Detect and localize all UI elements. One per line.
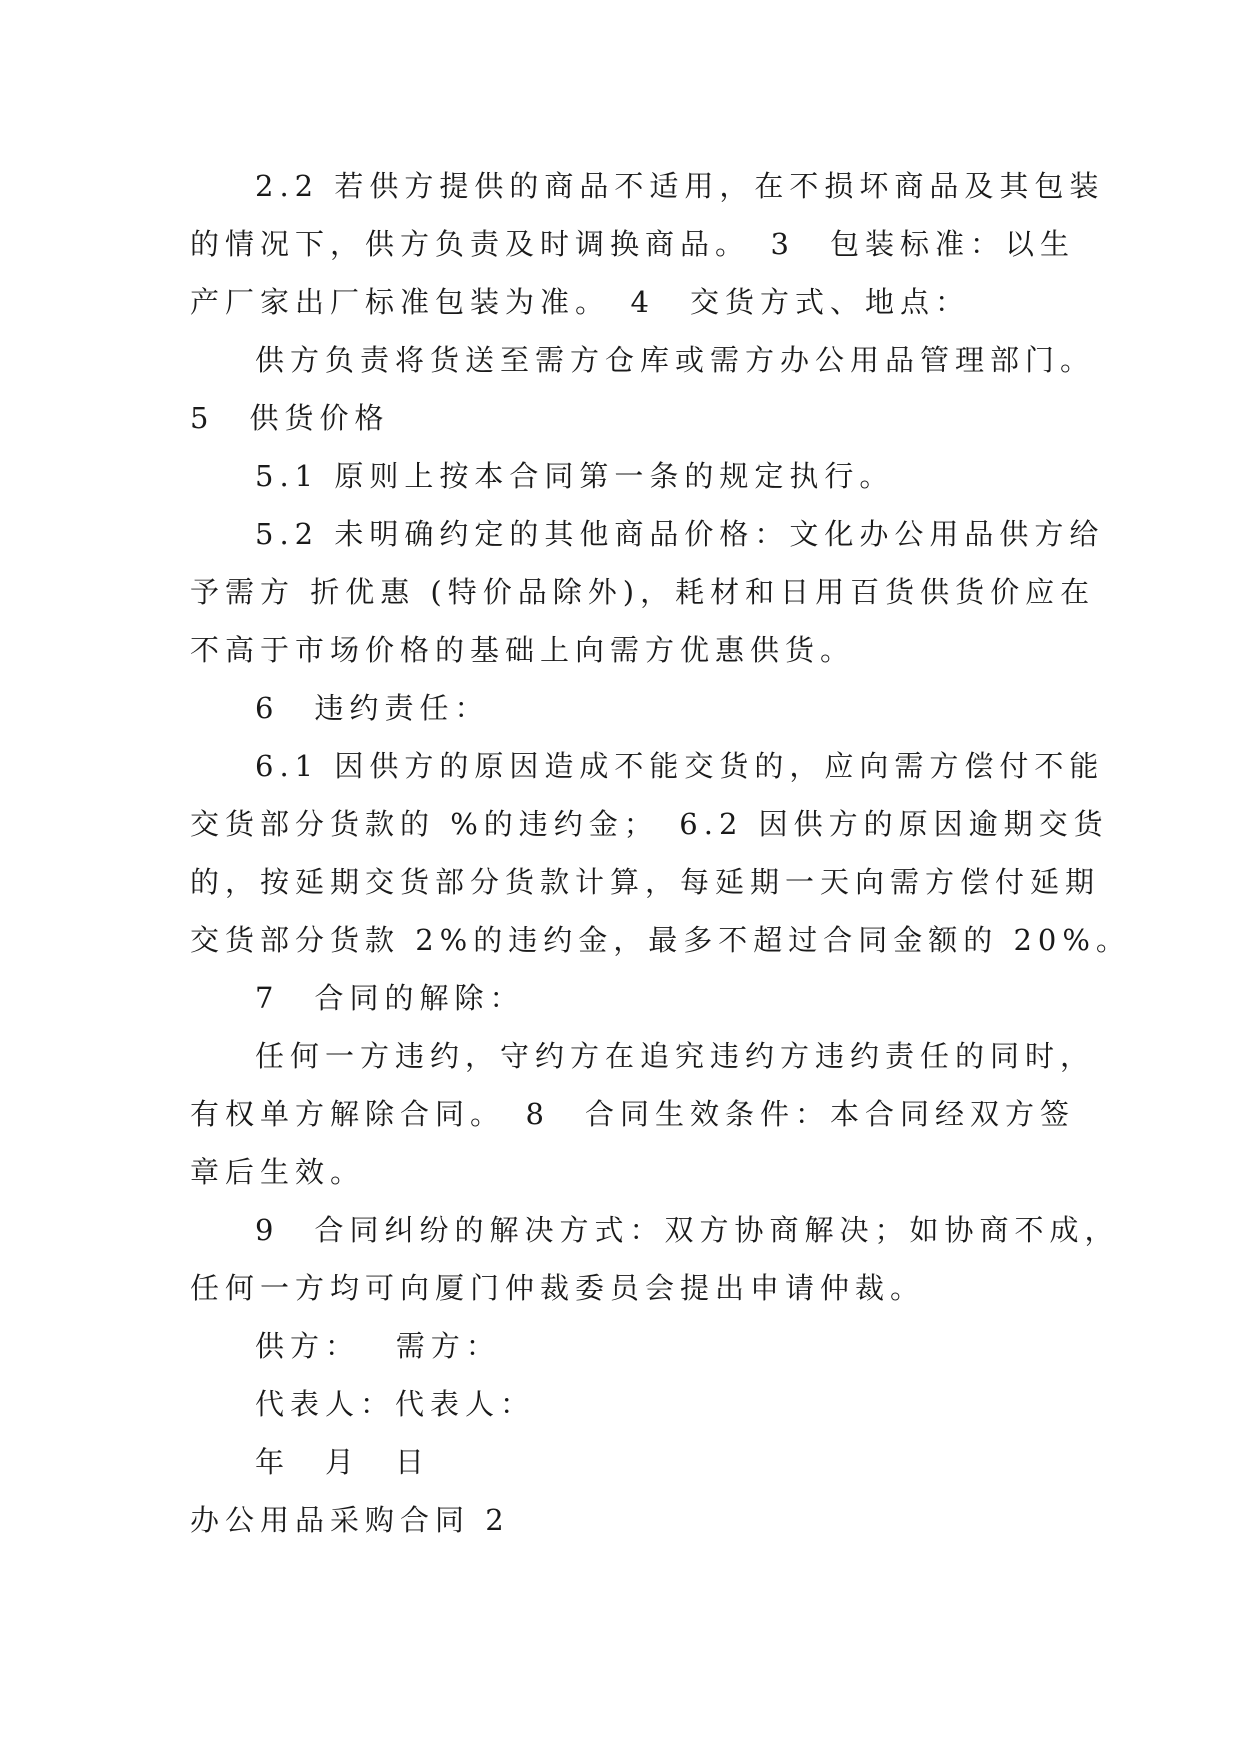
text-line: 有权单方解除合同。 8 合同生效条件：本合同经双方签 — [190, 1097, 1075, 1131]
text-line: 供方负责将货送至需方仓库或需方办公用品管理部门。 — [255, 343, 1096, 377]
text-line: 交货部分货款 2%的违约金，最多不超过合同金额的 20%。 — [190, 923, 1131, 957]
text-line: 5.1 原则上按本合同第一条的规定执行。 — [255, 459, 895, 493]
text-line: 予需方 折优惠 (特价品除外)，耗材和日用百货供货价应在 — [190, 575, 1096, 609]
text-line: 2.2 若供方提供的商品不适用，在不损坏商品及其包装 — [255, 169, 1105, 203]
signature-date: 年 月 日 — [255, 1445, 431, 1479]
text-line: 5.2 未明确约定的其他商品价格：文化办公用品供方给 — [255, 517, 1105, 551]
section-heading: 7 合同的解除： — [255, 981, 525, 1015]
document-title: 办公用品采购合同 2 — [190, 1503, 510, 1537]
text-line: 章后生效。 — [190, 1155, 366, 1189]
text-line: 的情况下，供方负责及时调换商品。 3 包装标准：以生 — [190, 227, 1075, 261]
text-line: 9 合同纠纷的解决方式：双方协商解决；如协商不成， — [255, 1213, 1120, 1247]
text-line: 的，按延期交货部分货款计算，每延期一天向需方偿付延期 — [190, 865, 1101, 899]
text-line: 产厂家出厂标准包装为准。 4 交货方式、地点： — [190, 285, 970, 319]
signature-parties: 供方： 需方： — [255, 1329, 501, 1363]
section-heading: 5 供货价格 — [190, 401, 390, 435]
text-line: 任何一方违约，守约方在追究违约方违约责任的同时， — [255, 1039, 1096, 1073]
text-line: 交货部分货款的 %的违约金； 6.2 因供方的原因逾期交货 — [190, 807, 1109, 841]
text-line: 6.1 因供方的原因造成不能交货的，应向需方偿付不能 — [255, 749, 1105, 783]
text-line: 不高于市场价格的基础上向需方优惠供货。 — [190, 633, 856, 667]
text-line: 任何一方均可向厦门仲裁委员会提出申请仲裁。 — [190, 1271, 926, 1305]
signature-representatives: 代表人：代表人： — [255, 1387, 536, 1421]
section-heading: 6 违约责任： — [255, 691, 490, 725]
